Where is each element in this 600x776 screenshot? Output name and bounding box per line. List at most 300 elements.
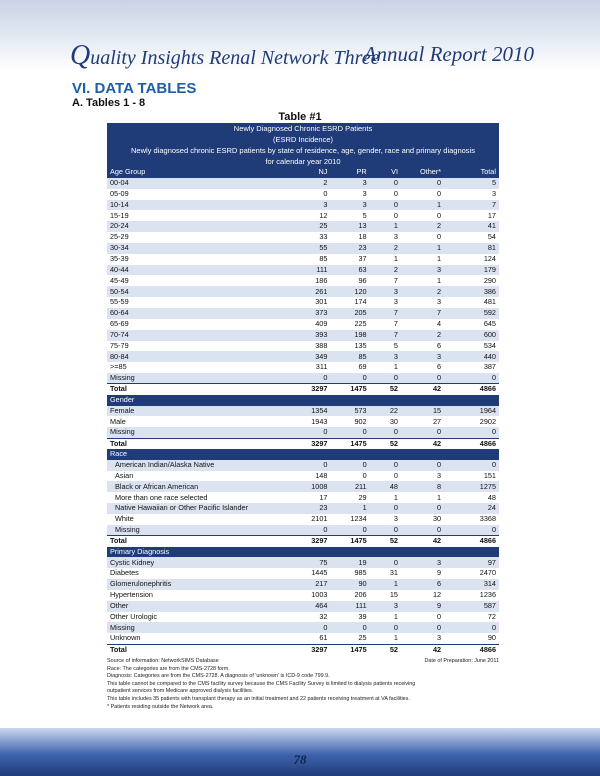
- table-row: [107, 200, 499, 211]
- value-cell: 8: [401, 481, 444, 492]
- row-label-cell: 00-04: [107, 178, 291, 189]
- value-cell: 0: [444, 427, 499, 438]
- table-row: [107, 633, 499, 644]
- value-cell: 3: [291, 200, 330, 211]
- value-cell: 1: [370, 254, 401, 265]
- value-cell: 52: [370, 536, 401, 547]
- value-cell: 3: [370, 351, 401, 362]
- table-header-line: for calendar year 2010: [265, 157, 341, 166]
- value-cell: 2: [291, 178, 330, 189]
- value-cell: 387: [444, 362, 499, 373]
- table-row: [107, 330, 499, 341]
- value-cell: 0: [370, 460, 401, 471]
- value-cell: 2: [401, 286, 444, 297]
- value-cell: 2101: [291, 514, 330, 525]
- value-cell: 205: [330, 308, 369, 319]
- value-cell: 111: [330, 601, 369, 612]
- value-cell: 5: [330, 210, 369, 221]
- table-row: [107, 351, 499, 362]
- section-header-row: [107, 395, 499, 406]
- value-cell: 1234: [330, 514, 369, 525]
- row-label-cell: Missing: [107, 373, 291, 384]
- footnote-line: Diagnosis: Categories are from the CMS-2728. A diagnosis of 'unknown' is ICD-9 code 799.9.: [107, 673, 330, 680]
- row-label-cell: Missing: [107, 622, 291, 633]
- footnote-line: outpatient services from Medicare approved dialysis facilities.: [107, 688, 254, 695]
- row-label-cell: Glomerulonephritis: [107, 579, 291, 590]
- value-cell: 3: [401, 471, 444, 482]
- value-cell: 1: [401, 254, 444, 265]
- value-cell: 42: [401, 384, 444, 395]
- value-cell: 1: [330, 503, 369, 514]
- value-cell: 0: [370, 373, 401, 384]
- row-label-cell: 55-59: [107, 297, 291, 308]
- value-cell: 290: [444, 275, 499, 286]
- section-title: VI. DATA TABLES: [72, 80, 197, 97]
- value-cell: 23: [330, 243, 369, 254]
- value-cell: 85: [291, 254, 330, 265]
- value-cell: 7: [370, 308, 401, 319]
- value-cell: 0: [401, 427, 444, 438]
- value-cell: 0: [370, 622, 401, 633]
- value-cell: 48: [444, 492, 499, 503]
- value-cell: 1475: [330, 438, 369, 449]
- value-cell: 72: [444, 612, 499, 623]
- value-cell: 179: [444, 265, 499, 276]
- value-cell: 301: [291, 297, 330, 308]
- row-label-cell: 70-74: [107, 330, 291, 341]
- row-label-cell: White: [107, 514, 291, 525]
- value-cell: 0: [401, 503, 444, 514]
- table-row: [107, 622, 499, 633]
- value-cell: 52: [370, 438, 401, 449]
- value-cell: 1445: [291, 568, 330, 579]
- value-cell: 0: [401, 373, 444, 384]
- value-cell: 63: [330, 265, 369, 276]
- value-cell: 985: [330, 568, 369, 579]
- value-cell: 15: [401, 406, 444, 417]
- value-cell: 7: [370, 319, 401, 330]
- value-cell: 481: [444, 297, 499, 308]
- value-cell: 3: [370, 232, 401, 243]
- value-cell: 0: [370, 189, 401, 200]
- value-cell: 3297: [291, 536, 330, 547]
- column-header: NJ: [291, 167, 330, 178]
- value-cell: 0: [370, 471, 401, 482]
- value-cell: 90: [444, 633, 499, 644]
- table-header-line: (ESRD Incidence): [272, 135, 334, 144]
- row-label-cell: Total: [107, 384, 291, 395]
- row-label-cell: 35-39: [107, 254, 291, 265]
- value-cell: 42: [401, 644, 444, 655]
- value-cell: 12: [401, 590, 444, 601]
- value-cell: 19: [330, 557, 369, 568]
- value-cell: 1: [401, 243, 444, 254]
- value-cell: 7: [401, 308, 444, 319]
- value-cell: 22: [370, 406, 401, 417]
- brand-name: uality Insights Renal Network Three: [90, 47, 380, 69]
- value-cell: 1: [370, 612, 401, 623]
- row-label-cell: Female: [107, 406, 291, 417]
- table-row: [107, 178, 499, 189]
- value-cell: 211: [330, 481, 369, 492]
- value-cell: 0: [330, 471, 369, 482]
- value-cell: 5: [370, 341, 401, 352]
- value-cell: 0: [291, 622, 330, 633]
- value-cell: 0: [370, 200, 401, 211]
- table-row: [107, 254, 499, 265]
- value-cell: 0: [330, 622, 369, 633]
- footnote-prep-date: Date of Preparation: June 2011: [424, 658, 499, 664]
- row-label-cell: 80-84: [107, 351, 291, 362]
- table-row: [107, 590, 499, 601]
- table-row: [107, 308, 499, 319]
- table-header-band: [107, 123, 499, 167]
- total-row: [107, 384, 499, 395]
- value-cell: 1943: [291, 416, 330, 427]
- row-label-cell: Asian: [107, 471, 291, 482]
- value-cell: 645: [444, 319, 499, 330]
- row-label-cell: Missing: [107, 525, 291, 536]
- value-cell: 186: [291, 275, 330, 286]
- value-cell: 440: [444, 351, 499, 362]
- table-row: [107, 189, 499, 200]
- value-cell: 1: [370, 633, 401, 644]
- value-cell: 4: [401, 319, 444, 330]
- footnote-line: This table cannot be compared to the CMS facility survey because the CMS Facility Survey is limited to dialysis patients receiving: [107, 680, 416, 687]
- section-header-row: [107, 449, 499, 460]
- table-header-line: Newly diagnosed chronic ESRD patients by state of residence, age, gender, race and primary diagnosis: [131, 146, 475, 155]
- value-cell: 37: [330, 254, 369, 265]
- value-cell: 29: [330, 492, 369, 503]
- value-cell: 0: [444, 460, 499, 471]
- value-cell: 7: [370, 275, 401, 286]
- page-number: 78: [293, 752, 307, 767]
- value-cell: 349: [291, 351, 330, 362]
- value-cell: 0: [330, 525, 369, 536]
- value-cell: 1475: [330, 384, 369, 395]
- value-cell: 12: [291, 210, 330, 221]
- column-header: Other*: [401, 167, 444, 178]
- value-cell: 174: [330, 297, 369, 308]
- value-cell: 1: [370, 362, 401, 373]
- value-cell: 27: [401, 416, 444, 427]
- column-header: PR: [330, 167, 369, 178]
- value-cell: 0: [370, 557, 401, 568]
- value-cell: 0: [401, 525, 444, 536]
- value-cell: 2: [370, 243, 401, 254]
- value-cell: 33: [291, 232, 330, 243]
- table-row: [107, 471, 499, 482]
- row-label-cell: 65-69: [107, 319, 291, 330]
- value-cell: 3: [370, 286, 401, 297]
- value-cell: 206: [330, 590, 369, 601]
- value-cell: 2: [401, 221, 444, 232]
- value-cell: 198: [330, 330, 369, 341]
- value-cell: 24: [444, 503, 499, 514]
- table-row: [107, 341, 499, 352]
- value-cell: 0: [291, 427, 330, 438]
- value-cell: 0: [401, 210, 444, 221]
- value-cell: 3297: [291, 644, 330, 655]
- value-cell: 54: [444, 232, 499, 243]
- value-cell: 32: [291, 612, 330, 623]
- value-cell: 3: [370, 514, 401, 525]
- value-cell: 0: [330, 373, 369, 384]
- value-cell: 409: [291, 319, 330, 330]
- value-cell: 3: [370, 297, 401, 308]
- row-label-cell: 60-64: [107, 308, 291, 319]
- value-cell: 464: [291, 601, 330, 612]
- value-cell: 3: [401, 557, 444, 568]
- value-cell: 148: [291, 471, 330, 482]
- value-cell: 111: [291, 265, 330, 276]
- report-title: Annual Report 2010: [363, 42, 534, 66]
- row-label-cell: Hypertension: [107, 590, 291, 601]
- value-cell: 3: [401, 633, 444, 644]
- value-cell: 1964: [444, 406, 499, 417]
- row-label-cell: 10-14: [107, 200, 291, 211]
- value-cell: 55: [291, 243, 330, 254]
- row-label-cell: 20-24: [107, 221, 291, 232]
- value-cell: 0: [330, 460, 369, 471]
- value-cell: 151: [444, 471, 499, 482]
- value-cell: 15: [370, 590, 401, 601]
- value-cell: 0: [291, 373, 330, 384]
- value-cell: 6: [401, 579, 444, 590]
- value-cell: 85: [330, 351, 369, 362]
- row-label-cell: Total: [107, 644, 291, 655]
- row-label-cell: 05-09: [107, 189, 291, 200]
- footnote-line: Race: The categories are from the CMS-2728 form.: [107, 665, 230, 672]
- value-cell: 2902: [444, 416, 499, 427]
- row-label-cell: Total: [107, 438, 291, 449]
- value-cell: 48: [370, 481, 401, 492]
- footnote-source: Source of information: NetworkSIMS Database: [107, 658, 219, 664]
- value-cell: 31: [370, 568, 401, 579]
- value-cell: 1008: [291, 481, 330, 492]
- row-label-cell: Black or African American: [107, 481, 291, 492]
- value-cell: 75: [291, 557, 330, 568]
- value-cell: 39: [330, 612, 369, 623]
- section-header-row: [107, 547, 499, 558]
- table-row: [107, 286, 499, 297]
- value-cell: 573: [330, 406, 369, 417]
- value-cell: 120: [330, 286, 369, 297]
- value-cell: 592: [444, 308, 499, 319]
- value-cell: 18: [330, 232, 369, 243]
- column-header-row: [107, 167, 499, 178]
- value-cell: 6: [401, 341, 444, 352]
- table-row: [107, 319, 499, 330]
- section-header-cell: Primary Diagnosis: [107, 547, 499, 558]
- value-cell: 30: [401, 514, 444, 525]
- table-row: [107, 492, 499, 503]
- table-row: [107, 568, 499, 579]
- value-cell: 3: [401, 351, 444, 362]
- brand-title: [70, 40, 379, 72]
- row-label-cell: Other: [107, 601, 291, 612]
- value-cell: 0: [291, 525, 330, 536]
- value-cell: 81: [444, 243, 499, 254]
- value-cell: 3: [401, 297, 444, 308]
- table-row: [107, 210, 499, 221]
- table-row: [107, 232, 499, 243]
- value-cell: 0: [401, 232, 444, 243]
- value-cell: 4866: [444, 438, 499, 449]
- value-cell: 25: [330, 633, 369, 644]
- table-row: [107, 525, 499, 536]
- value-cell: 1003: [291, 590, 330, 601]
- value-cell: 96: [330, 275, 369, 286]
- value-cell: 2470: [444, 568, 499, 579]
- table-row: [107, 460, 499, 471]
- value-cell: 1: [370, 492, 401, 503]
- row-label-cell: 25-29: [107, 232, 291, 243]
- value-cell: 13: [330, 221, 369, 232]
- section-header-cell: Race: [107, 449, 499, 460]
- value-cell: 388: [291, 341, 330, 352]
- value-cell: 0: [401, 460, 444, 471]
- value-cell: 0: [444, 373, 499, 384]
- value-cell: 0: [401, 189, 444, 200]
- value-cell: 225: [330, 319, 369, 330]
- value-cell: 4866: [444, 536, 499, 547]
- table-header-line: Newly Diagnosed Chronic ESRD Patients: [233, 124, 373, 133]
- value-cell: 9: [401, 568, 444, 579]
- value-cell: 0: [370, 503, 401, 514]
- value-cell: 386: [444, 286, 499, 297]
- value-cell: 373: [291, 308, 330, 319]
- value-cell: 0: [330, 427, 369, 438]
- section-subtitle: A. Tables 1 - 8: [72, 97, 146, 109]
- table-row: [107, 297, 499, 308]
- value-cell: 4866: [444, 384, 499, 395]
- value-cell: 6: [401, 362, 444, 373]
- footnotes: [107, 658, 499, 711]
- total-row: [107, 536, 499, 547]
- value-cell: 3297: [291, 384, 330, 395]
- value-cell: 217: [291, 579, 330, 590]
- value-cell: 1236: [444, 590, 499, 601]
- value-cell: 0: [370, 427, 401, 438]
- value-cell: 1275: [444, 481, 499, 492]
- row-label-cell: 15-19: [107, 210, 291, 221]
- incidence-table: [107, 167, 499, 655]
- row-label-cell: Cystic Kidney: [107, 557, 291, 568]
- value-cell: 2: [401, 330, 444, 341]
- table-row: [107, 601, 499, 612]
- value-cell: 61: [291, 633, 330, 644]
- table-row: [107, 557, 499, 568]
- row-label-cell: 40-44: [107, 265, 291, 276]
- section-header-cell: Gender: [107, 395, 499, 406]
- value-cell: 1: [401, 275, 444, 286]
- row-label-cell: Male: [107, 416, 291, 427]
- value-cell: 135: [330, 341, 369, 352]
- footnote-source-line: [107, 658, 499, 666]
- table-title: Table #1: [278, 111, 322, 123]
- value-cell: 0: [444, 525, 499, 536]
- value-cell: 17: [291, 492, 330, 503]
- value-cell: 5: [444, 178, 499, 189]
- value-cell: 587: [444, 601, 499, 612]
- value-cell: 25: [291, 221, 330, 232]
- value-cell: 3: [330, 200, 369, 211]
- value-cell: 600: [444, 330, 499, 341]
- value-cell: 1475: [330, 644, 369, 655]
- column-header: VI: [370, 167, 401, 178]
- value-cell: 314: [444, 579, 499, 590]
- value-cell: 2: [370, 265, 401, 276]
- incidence-table-container: [107, 123, 499, 655]
- column-header: Total: [444, 167, 499, 178]
- value-cell: 69: [330, 362, 369, 373]
- row-label-cell: 30-34: [107, 243, 291, 254]
- table-row: [107, 503, 499, 514]
- value-cell: 42: [401, 536, 444, 547]
- value-cell: 1: [401, 200, 444, 211]
- value-cell: 0: [370, 178, 401, 189]
- row-label-cell: 50-54: [107, 286, 291, 297]
- value-cell: 0: [401, 622, 444, 633]
- table-row: [107, 406, 499, 417]
- value-cell: 3: [330, 189, 369, 200]
- value-cell: 1: [370, 579, 401, 590]
- table-row: [107, 362, 499, 373]
- value-cell: 311: [291, 362, 330, 373]
- value-cell: 7: [444, 200, 499, 211]
- row-label-cell: 45-49: [107, 275, 291, 286]
- value-cell: 3: [370, 601, 401, 612]
- value-cell: 1475: [330, 536, 369, 547]
- value-cell: 17: [444, 210, 499, 221]
- row-label-cell: Total: [107, 536, 291, 547]
- value-cell: 30: [370, 416, 401, 427]
- value-cell: 0: [370, 525, 401, 536]
- value-cell: 52: [370, 384, 401, 395]
- value-cell: 42: [401, 438, 444, 449]
- table-row: [107, 427, 499, 438]
- value-cell: 124: [444, 254, 499, 265]
- total-row: [107, 438, 499, 449]
- footnote-line: This table includes 35 patients with transplant therapy as an initial treatment and 22 patients receiving treatment at VA facilities.: [107, 695, 410, 702]
- table-row: [107, 373, 499, 384]
- row-label-cell: More than one race selected: [107, 492, 291, 503]
- value-cell: 0: [370, 210, 401, 221]
- value-cell: 9: [401, 601, 444, 612]
- value-cell: 3297: [291, 438, 330, 449]
- value-cell: 902: [330, 416, 369, 427]
- value-cell: 0: [291, 189, 330, 200]
- value-cell: 3: [401, 265, 444, 276]
- brand-initial: Q: [70, 40, 91, 71]
- table-body: [107, 178, 499, 655]
- value-cell: 23: [291, 503, 330, 514]
- footnote-line: * Patients residing outside the Network area.: [107, 703, 214, 710]
- value-cell: 90: [330, 579, 369, 590]
- row-label-cell: Diabetes: [107, 568, 291, 579]
- value-cell: 1354: [291, 406, 330, 417]
- row-label-cell: Unknown: [107, 633, 291, 644]
- value-cell: 1: [370, 221, 401, 232]
- row-label-cell: Missing: [107, 427, 291, 438]
- value-cell: 393: [291, 330, 330, 341]
- value-cell: 261: [291, 286, 330, 297]
- row-label-cell: Native Hawaiian or Other Pacific Islander: [107, 503, 291, 514]
- value-cell: 4866: [444, 644, 499, 655]
- table-row: [107, 579, 499, 590]
- row-label-cell: American Indian/Alaska Native: [107, 460, 291, 471]
